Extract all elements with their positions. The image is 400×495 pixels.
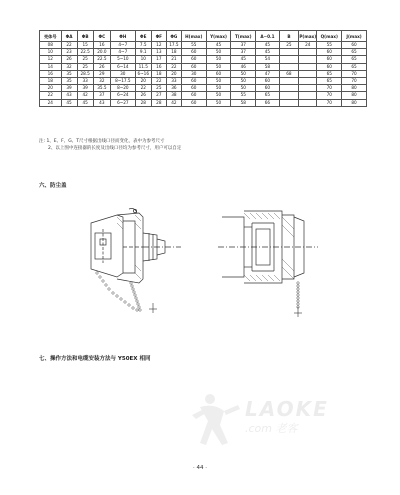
table-cell: 16 bbox=[40, 70, 62, 77]
table-cell: 43 bbox=[93, 99, 110, 106]
table-header-cell: ΦC bbox=[93, 31, 110, 42]
table-cell: 50 bbox=[206, 78, 231, 85]
table-cell: 65 bbox=[342, 49, 367, 56]
table-cell: 5~10 bbox=[110, 56, 135, 63]
table-cell: 10 bbox=[40, 49, 62, 56]
table-cell: 25 bbox=[77, 56, 93, 63]
table-cell: 22 bbox=[61, 42, 77, 49]
table-cell: 26 bbox=[61, 56, 77, 63]
table-cell: 32 bbox=[93, 78, 110, 85]
table-cell: 60 bbox=[317, 63, 342, 70]
table-cell: 28 bbox=[135, 99, 151, 106]
table-cell: 20 bbox=[135, 78, 151, 85]
table-cell: 33 bbox=[77, 78, 93, 85]
table-cell: 30 bbox=[110, 70, 135, 77]
table-cell: 16 bbox=[151, 63, 166, 70]
note-1: 注: 1、E、F、G、T尺寸根据出线口径而变化，表中为参考尺寸 bbox=[39, 139, 165, 144]
table-cell bbox=[299, 92, 317, 99]
table-cell: 60 bbox=[181, 78, 206, 85]
table-cell: 60 bbox=[181, 56, 206, 63]
spec-table bbox=[39, 30, 367, 107]
table-cell: 60 bbox=[181, 63, 206, 70]
table-cell: 55 bbox=[181, 42, 206, 49]
dust-cap-drawing-left bbox=[73, 203, 193, 321]
table-header-cell: ΦE bbox=[135, 31, 151, 42]
table-cell: 33 bbox=[166, 78, 181, 85]
table-cell: 60 bbox=[256, 85, 280, 92]
table-cell: 50 bbox=[206, 56, 231, 63]
table-cell: 65 bbox=[317, 78, 342, 85]
table-cell bbox=[299, 56, 317, 63]
table-cell: 54 bbox=[256, 56, 280, 63]
table-cell: 7.5 bbox=[135, 42, 151, 49]
table-cell bbox=[299, 99, 317, 106]
table-cell: 80 bbox=[342, 99, 367, 106]
table-cell: 22.5 bbox=[93, 56, 110, 63]
table-cell: 20.0 bbox=[93, 49, 110, 56]
table-cell: 50 bbox=[206, 85, 231, 92]
table-cell: 6~14 bbox=[110, 63, 135, 70]
table-cell: 25 bbox=[279, 42, 298, 49]
table-cell: 14 bbox=[40, 63, 62, 70]
table-row bbox=[40, 92, 367, 99]
table-cell: 45 bbox=[61, 99, 77, 106]
table-cell: 50 bbox=[206, 49, 231, 56]
table-header-cell: T(max) bbox=[231, 31, 256, 42]
table-cell: 60 bbox=[181, 85, 206, 92]
table-cell bbox=[299, 63, 317, 70]
table-cell: 42 bbox=[77, 92, 93, 99]
table-cell: 18 bbox=[166, 49, 181, 56]
table-cell: 36 bbox=[166, 85, 181, 92]
table-cell: 6~24 bbox=[110, 92, 135, 99]
table-cell: 25 bbox=[77, 63, 93, 70]
table-cell: 66 bbox=[256, 99, 280, 106]
table-cell: 28 bbox=[151, 99, 166, 106]
table-cell: 26 bbox=[93, 63, 110, 70]
table-header-cell: H(max) bbox=[181, 31, 206, 42]
table-cell: 37 bbox=[231, 49, 256, 56]
table-cell: 50 bbox=[206, 63, 231, 70]
table-cell: 22 bbox=[135, 85, 151, 92]
table-cell: 50 bbox=[231, 78, 256, 85]
table-cell: 28.5 bbox=[77, 70, 93, 77]
table-cell bbox=[279, 92, 298, 99]
table-cell: 43 bbox=[61, 92, 77, 99]
table-cell bbox=[299, 49, 317, 56]
table-cell bbox=[279, 56, 298, 63]
dust-cap-drawing-right bbox=[218, 203, 342, 321]
table-cell: 8~20 bbox=[110, 85, 135, 92]
table-cell bbox=[299, 78, 317, 85]
table-cell: 12 bbox=[40, 56, 62, 63]
table-cell bbox=[299, 85, 317, 92]
table-header-cell: Y(max) bbox=[206, 31, 231, 42]
table-cell: 65 bbox=[342, 63, 367, 70]
table-cell: 29 bbox=[93, 70, 110, 77]
table-body bbox=[40, 42, 367, 107]
watermark-brand: LAOKE bbox=[245, 397, 329, 421]
table-cell: 6~16 bbox=[135, 70, 151, 77]
table-header-cell: Q(max) bbox=[317, 31, 342, 42]
page-number: · 44 · bbox=[193, 465, 207, 471]
table-cell: 60 bbox=[206, 70, 231, 77]
table-cell: 38 bbox=[166, 92, 181, 99]
table-header-cell: ΦG bbox=[166, 31, 181, 42]
table-cell: 13 bbox=[151, 49, 166, 56]
table-cell: 60 bbox=[317, 56, 342, 63]
table-cell: 26 bbox=[135, 92, 151, 99]
table-cell: 37 bbox=[93, 92, 110, 99]
table-cell: 50 bbox=[206, 99, 231, 106]
table-header-row bbox=[40, 31, 367, 42]
table-cell bbox=[279, 78, 298, 85]
table-row bbox=[40, 99, 367, 106]
table-cell: 70 bbox=[317, 92, 342, 99]
table-row bbox=[40, 56, 367, 63]
table-cell bbox=[279, 99, 298, 106]
table-cell: 65 bbox=[342, 56, 367, 63]
table-cell: 18 bbox=[151, 70, 166, 77]
table-cell: 12 bbox=[151, 42, 166, 49]
table-cell: 45 bbox=[206, 42, 231, 49]
table-cell: 60 bbox=[317, 49, 342, 56]
table-cell: 08 bbox=[40, 42, 62, 49]
table-header-cell: B bbox=[279, 31, 298, 42]
table-cell: 58 bbox=[231, 99, 256, 106]
table-row bbox=[40, 78, 367, 85]
table-header-cell: ΦH bbox=[110, 31, 135, 42]
table-cell: 21 bbox=[166, 56, 181, 63]
table-cell: 11.5 bbox=[135, 63, 151, 70]
table-cell: 45 bbox=[256, 42, 280, 49]
table-cell: 58 bbox=[256, 63, 280, 70]
table-cell bbox=[279, 85, 298, 92]
table-row bbox=[40, 49, 367, 56]
table-cell: 15 bbox=[77, 42, 93, 49]
note-2: 2、以上图中连接器的长度及出线口径均为参考尺寸，用户可以自定 bbox=[48, 146, 182, 151]
table-header-cell: ΦF bbox=[151, 31, 166, 42]
table-cell bbox=[299, 70, 317, 77]
table-cell: 70 bbox=[342, 70, 367, 77]
table-cell: 60 bbox=[181, 49, 206, 56]
table-header-cell: P(max) bbox=[299, 31, 317, 42]
table-cell: 22.5 bbox=[77, 49, 93, 56]
table-cell bbox=[279, 63, 298, 70]
table-cell: 80 bbox=[342, 92, 367, 99]
table-header-cell: ΦA bbox=[61, 31, 77, 42]
table-row bbox=[40, 70, 367, 77]
table-cell: 50 bbox=[231, 70, 256, 77]
notes bbox=[39, 138, 181, 152]
table-cell: 22 bbox=[40, 92, 62, 99]
table-header-cell: A−0.1 bbox=[256, 31, 280, 42]
table-cell: 17.5 bbox=[166, 42, 181, 49]
table-cell: 65 bbox=[317, 70, 342, 77]
table-cell: 4~7 bbox=[110, 42, 135, 49]
table-cell: 39 bbox=[61, 85, 77, 92]
table-cell: 24 bbox=[299, 42, 317, 49]
table-cell: 70 bbox=[317, 85, 342, 92]
table-cell: 45 bbox=[231, 56, 256, 63]
table-cell: 55 bbox=[231, 92, 256, 99]
table-cell: 10 bbox=[135, 56, 151, 63]
table-cell: 35.5 bbox=[93, 85, 110, 92]
table-header-cell: ΦB bbox=[77, 31, 93, 42]
table-cell: 55 bbox=[317, 42, 342, 49]
table-cell: 42 bbox=[166, 99, 181, 106]
table-cell: 60 bbox=[256, 78, 280, 85]
table-cell: 70 bbox=[317, 99, 342, 106]
table-cell: 20 bbox=[40, 85, 62, 92]
table-cell: 23 bbox=[61, 49, 77, 56]
table-cell: 6~27 bbox=[110, 99, 135, 106]
table-cell: 22 bbox=[151, 78, 166, 85]
table-cell: 18 bbox=[40, 78, 62, 85]
table-cell: 70 bbox=[342, 78, 367, 85]
table-cell: 16 bbox=[93, 42, 110, 49]
table-cell: 65 bbox=[256, 92, 280, 99]
table-cell: 60 bbox=[181, 92, 206, 99]
table-header-cell: J(max) bbox=[342, 31, 367, 42]
table-cell: 60 bbox=[181, 99, 206, 106]
table-cell: 30 bbox=[181, 70, 206, 77]
table-cell bbox=[279, 49, 298, 56]
table-cell: 46 bbox=[231, 63, 256, 70]
table-cell: 50 bbox=[206, 92, 231, 99]
table-cell: 35 bbox=[61, 70, 77, 77]
table-cell: 68 bbox=[279, 70, 298, 77]
table-cell: 45 bbox=[77, 99, 93, 106]
table-row bbox=[40, 42, 367, 49]
table-row bbox=[40, 85, 367, 92]
table-cell: 60 bbox=[342, 42, 367, 49]
table-cell: 24 bbox=[40, 99, 62, 106]
table-cell: 35 bbox=[61, 78, 77, 85]
table-cell: 45 bbox=[256, 49, 280, 56]
table-cell: 17 bbox=[151, 56, 166, 63]
table-cell: 22 bbox=[166, 63, 181, 70]
table-cell: 20 bbox=[166, 70, 181, 77]
table-cell: 27 bbox=[151, 92, 166, 99]
table-cell: 4~7 bbox=[110, 49, 135, 56]
table-cell: 9.1 bbox=[135, 49, 151, 56]
table-cell: 39 bbox=[77, 85, 93, 92]
table-cell: 50 bbox=[231, 85, 256, 92]
table-row bbox=[40, 63, 367, 70]
section-heading-operation: 七、操作方法和电缆安装方法与 Y50EX 相同 bbox=[39, 356, 151, 362]
table-cell: 80 bbox=[342, 85, 367, 92]
section-heading-dust-cap: 六、防尘盖 bbox=[39, 183, 67, 189]
table-cell: 37 bbox=[231, 42, 256, 49]
table-header-cell: 壳体号 bbox=[40, 31, 62, 42]
watermark-sub: .com 老客 bbox=[245, 422, 298, 435]
table-cell: 25 bbox=[151, 85, 166, 92]
table-cell: 32 bbox=[61, 63, 77, 70]
table-cell: 47 bbox=[256, 70, 280, 77]
table-cell: 8~17.5 bbox=[110, 78, 135, 85]
